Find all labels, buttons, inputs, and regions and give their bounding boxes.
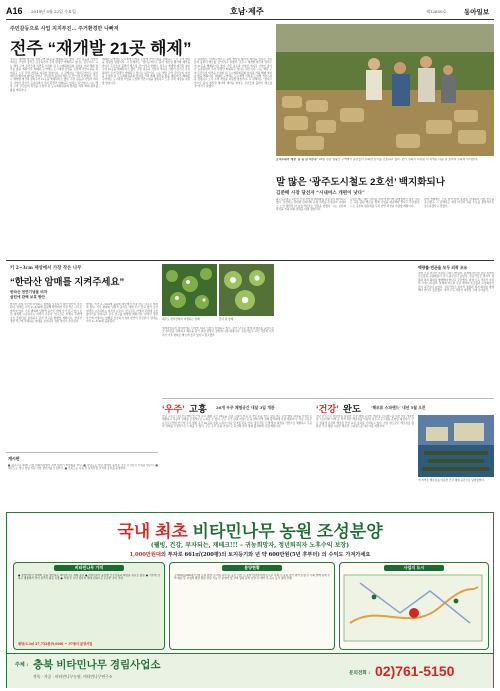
subway-body-text: 광주도시철도 2호선 건설 사업이 백지화될 가능성이 제기되고 있다. 당선자는 막대한 건설비와 운영 적자를 우려하며 시내버스 노선 개편이 더 효율적이라는 입장을 밝혔다. 시는 공론화 과정을 거쳐 최종 결정을 내릴 방침이다.	[276, 198, 346, 212]
health-sub: ‘해조류 스파랜드’ 내년 5월 오픈	[371, 405, 426, 410]
ad-promo-tail: (5년 후부터) 의 수익도 가져가세요	[289, 552, 371, 558]
ad-promo-line	[7, 551, 493, 558]
page-date: 2019년 5월 22일 수요일	[31, 9, 76, 14]
subway-body-text-3: 지역 경제계는 건설 경기 부양 효과를 기대하며 사업 추진을 촉구했다. 시 관계자는 재정 여건과 교통 수요를 종합적으로 검토하겠다고 말했다.	[424, 198, 494, 208]
ad-company-name: 충북 비타민나무 경림사업소	[33, 659, 161, 671]
ad-price-line: 평당/3.3㎡ 27,752원(9,000) ~ 37평서 분양사업	[18, 642, 93, 646]
vitamin-tree-ad	[6, 512, 494, 688]
ad-box-status-title: 분양현황	[222, 565, 282, 571]
notice-board	[8, 456, 158, 506]
lead-body-text: 전주시 재개발·재건축 정비구역 21곳을 해제하기로 했다. 주민 갈등과 사업성 저하로 사업이 장기간 표류하면서 주거 환경만 악화되고 있다는 판단이다. 시는 해당 구역 주민들의 의견을 수렴한 뒤 도시계획위원회 심의를 거쳐 해제 절차를 밟을 계획이다. 해제된 구역에는 도시재생 사업을 도입해 기반시설을 정비하고 노후 주택 개량을 지원할 방침이다. 시 관계자는 “정비구역으로 묶여 재산권 행사에 제약을 받아온 주민들의 불편이 해소될 것”이라고 말했다. 전주시 재개발·재건축 정비구역 21곳을 해제하기로 했다. 주민 갈등과 사업성 저하로 사업이 장기간 표류하면서 주거 환경만 악화되고 있다는 판단이다. 시는 해당 구역 주민들의 의견을 수렴한 뒤 도시계획위원회 심의를 거쳐 해제 절차를 밟을 계획이다.	[10, 58, 98, 92]
plant-body-text-2: 암매는 키가 2~3cm에 불과해 세상에서 가장 작은 나무로 알려져 있다. 기후 변화와 탐방객 증가로 개체 수가 줄고 있어 보전 대책이 시급하다는 지적이 나온다. 연구진은 자생지 주변에 보호 울타리를 설치하고 증식 연구를 병행할 계획이다. 한라산 정상 부근에 자생하는 암매를 보호하기 위한 방안이 추진된다. 암매는 키가 2~3cm에 불과하다.	[86, 303, 158, 324]
lead-body-text-2: 해제된 구역에는 도시재생 사업을 도입해 기반시설을 정비하고 노후 주택 개량을 지원할 방침이다. 시 관계자는 “정비구역으로 묶여 재산권 행사에 제약을 받아온 주민들의 불편이 해소될 것”이라고 말했다. 전주시 재개발·재건축 정비구역 21곳을 해제하기로 했다. 주민 갈등과 사업성 저하로 사업이 장기간 표류하면서 주거 환경만 악화되고 있다는 판단이다. 시는 해당 구역 주민들의 의견을 수렴한 뒤 도시계획위원회 심의를 거쳐 해제 절차를 밟을 계획이다. 해제된 구역에는 도시재생 사업을 도입해 기반시설을 정비하고 노후 주택 개량을 지원할 방침이다.	[102, 58, 190, 85]
lead-body-text-3: 시 관계자는 “정비구역으로 묶여 재산권 행사에 제약을 받아온 주민들의 불편이 해소될 것”이라고 말했다. 전주시 재개발·재건축 정비구역 21곳을 해제하기로 했다. 주민 갈등과 사업성 저하로 사업이 장기간 표류하면서 주거 환경만 악화되고 있다는 판단이다. 시는 해당 구역 주민들의 의견을 수렴한 뒤 도시계획위원회 심의를 거쳐 해제 절차를 밟을 계획이다. 해제된 구역에는 도시재생 사업을 도입해 기반시설을 정비하고 노후 주택 개량을 지원할 방침이다. 시 관계자는 “정비구역으로 묶여 재산권 행사에 제약을 받아온 주민들의 불편이 해소될 것”이라고 말했다.	[194, 58, 272, 89]
right-column-title: 백량률·빈곤율 모두 외곽 조유	[418, 265, 468, 270]
health-headline-b: 완도	[343, 404, 361, 414]
issue-number: 제12850호	[426, 9, 447, 14]
ad-box-site	[339, 562, 489, 650]
notice-title: 게시판	[8, 456, 20, 461]
ad-promo-middle: 의 투자로 661㎡(200평)의 토지등기와 년 약 600만원	[160, 552, 290, 558]
plant-caption-1: 제주도 한라산에서 자생하는 암매.	[162, 318, 201, 321]
photo-caption-title: 보리수확의 계절 ‘감 풍 삼 적우수’	[276, 158, 318, 161]
ad-box-status	[169, 562, 335, 650]
subway-headline: 말 많은 ‘광주도시철도 2호선’ 백지화되나	[276, 177, 446, 188]
subway-body-text-2: 시민단체는 예산 낭비를 막아야 한다며 환영했지만 일부 주민은 교통 불편 해소를 위해 사업을 계속해야 한다고 주장했다. 시는 공론화 위원회를 꾸려 찬반 의견을 수렴할 계획이다.	[350, 198, 420, 208]
plant-caption-2: 꽃이 핀 암매.	[219, 318, 235, 321]
ad-phone-number[interactable]: 02)761-5150	[375, 663, 455, 679]
ad-box-status-text: ① 661㎡(200평) 단위 토지 분양 ② 지목 과수원, 등기 이전 ③ 분양 면적에 비타민나무 식재 ④ 농원 관리 위탁 운영 ⑤ 수확 열매 판매 수익 배분 ⑥ 사업지 현장 방문 상담 가능 ⑦ 분양가 및 잔여 필지 문의 요망 ⑧ 계약 후 즉시 등기 절차 진행	[174, 574, 330, 581]
right-column-text: 지역 소득 격차가 여전히 크게 나타났다. 통계에 따르면 호남 지역의 빈곤율과 고령화율이 전국 평균보다 높았다. 전문가들은 일자리 창출과 복지 확대를 병행해야 한다고 강조했다. 지역 소득 격차가 여전히 크게 나타났다. 통계에 따르면 호남 지역의 빈곤율과 고령화율이 전국 평균보다 높았다. 전문가들은 일자리 창출과 복지 확대를 병행해야 한다고 강조했다. 지역 소득 격차가 여전히 크게 나타났다.	[418, 272, 494, 293]
ad-company-prefix: 주체 :	[15, 662, 29, 668]
header-rule	[6, 19, 494, 20]
notice-body-text: ■ 광주시는 23일 시청 대회의실에서 지역 일자리 박람회를 연다. ■ 전남도는 이달 말까지 농어촌 주민 건강검진 신청을 받는다. ■ 제주도는 청년 창업 지원 사업 참가자를 모집한다. ■ 전북도는 다음 달 농특산물 직거래 장터를 운영한다.	[8, 464, 158, 471]
ad-phone-label: 문의전화 :	[349, 671, 371, 676]
plant-headline: “한라산 암매를 지켜주세요”	[10, 276, 125, 287]
lead-kicker: 주민갈등으로 사업 지지부진… 주거환경만 나빠져	[10, 26, 119, 32]
page-header	[6, 6, 494, 18]
space-body-text: 전남 고흥군 나로우주센터 인근에 우주 체험 공간 20곳을 갖춘 시설이 다음 달 3일 문을 연다. 방문객은 로켓 발사 과정을 가상으로 체험하고 무중력 상태를 간접적으로 느껴볼 수 있다. 군은 우주 관광 거점으로 육성해 지역 경제 활성화에 나설 계획이다. 전남 고흥군 나로우주센터 인근에 우주 체험 공간 20곳을 갖춘 시설이 다음 달 3일 문을 연다. 방문객은 로켓 발사 과정을 가상으로 체험하고 무중력 상태를 간접적으로 느껴볼 수 있다. 군은 우주 관광 거점으로 육성해 지역 경제 활성화에 나설 계획이다.	[162, 415, 312, 429]
ad-headline-green: 비타민나무 농원 조성분양	[192, 522, 383, 541]
ad-headline-red: 국내 최초	[117, 522, 188, 541]
newspaper-logo: 동아일보	[464, 9, 490, 16]
lead-headline: 전주 “재개발 21곳 해제”	[10, 39, 192, 58]
seaweed-caption: 이 지역은 해조류를 이용한 건강 체험 공간으로 탈바꿈한다.	[418, 479, 485, 482]
plant-photo-2	[219, 264, 274, 316]
ad-headline	[7, 517, 493, 542]
space-headline-a: ‘우주’	[162, 404, 185, 414]
plant-photo-1	[162, 264, 217, 316]
seaweed-photo	[418, 415, 494, 477]
plant-body-text-3: 세계자연유산 한라산에는 다양한 희귀 식물이 자생하고 있다. 관리 당국은 암매 자생지를 중심으로 모니터링을 강화하고 훼손을 막기 위한 탐방로 정비에 나설 예정이다. 전문가들은 고산 식물의 서식지가 기후 변화로 빠르게 줄고 있다고 경고했다.	[162, 327, 274, 337]
page-number: A16	[6, 6, 23, 16]
notice-divider	[6, 452, 158, 453]
harvest-photo	[276, 24, 494, 156]
ad-promo-amount: 1,000만원대	[129, 552, 161, 558]
subway-subheadline: 김준배 시장 당선자 “시내버스 개편이 낫다”	[276, 191, 365, 196]
plant-sub-2: 살린에 관해 보호 방안	[10, 295, 45, 299]
ad-box-value	[13, 562, 165, 650]
ad-company-detail: 작목 · 가공 : 비타민나무농원, 비타민나무연구소	[33, 674, 113, 679]
ad-box-value-text: ● 천연비타민 열매와 잎을 생산하는 비타민나무 재배 농원 ● 비타민C가 풍부해 건강식품과 화장품 원료로 활용 ● 기후에 강하고 병충해가 적어 관리가 쉬운 수종 ● 식재 후 수년 뒤부터 열매 수확으로 꾸준한 수익 기대	[18, 574, 160, 581]
health-headline-a: ‘건강’	[316, 404, 339, 414]
plant-body-text: 한라산 정상 부근에 자생하는 암매를 보호하기 위한 방안이 추진된다. 암매는 키가 2~3cm에 불과해 세상에서 가장 작은 나무로 알려져 있다. 기후 변화와 탐방객 증가로 개체 수가 줄고 있어 보전 대책이 시급하다는 지적이 나온다. 연구진은 자생지 주변에 보호 울타리를 설치하고 증식 연구를 병행할 계획이다. 한라산 정상 부근에 자생하는 암매를 보호하기 위한 방안이 추진된다.	[10, 303, 82, 324]
space-headline-b: 고흥	[189, 404, 207, 414]
health-body-text: 전남 완도군은 해조류를 활용한 건강 체험 시설인 해조류 스파랜드를 내년 5월 개장한다. 다시마와 미역 등 지역 특산 해조류를 이용한 치유 프로그램을 운영할 예정이다. 군은 관광객 유치와 해조류 산업 육성 효과를 기대하고 있다. 전남 완도군은 해조류를 활용한 건강 체험 시설인 해조류 스파랜드를 내년 5월 개장한다.	[316, 415, 414, 429]
photo-caption	[276, 158, 494, 170]
mid-divider	[162, 398, 494, 399]
section-divider-1	[6, 260, 494, 261]
ad-site-map	[340, 573, 486, 645]
ad-box-value-title: 비타민나무 가치	[54, 565, 124, 571]
plant-kicker: 키 2~3cm 제상에서 가장 작은 나무	[10, 266, 82, 271]
plant-sub-1: 한라산 천연기념물 비자	[10, 290, 48, 294]
section-title: 호남·제주	[230, 7, 264, 16]
ad-box-site-title: 사업지 도시	[384, 565, 444, 571]
ad-bottom-bar	[7, 653, 493, 688]
photo-caption-body: 20일 전남 영광군 구역에서 농민들이 수확한 보리를 건조하고 있다. 보리 수확이 시작된 이 지역은 다음 달 초까지 수확이 이어진다.	[318, 158, 478, 161]
space-sub: 20개 우주 체험공간 내달 3일 개관	[216, 405, 275, 410]
ad-tagline: (웰빙, 건강, 부자되는, 재테크!!! – 귀농희망자, 정년퇴직자 노후수익 보장)	[150, 542, 350, 549]
